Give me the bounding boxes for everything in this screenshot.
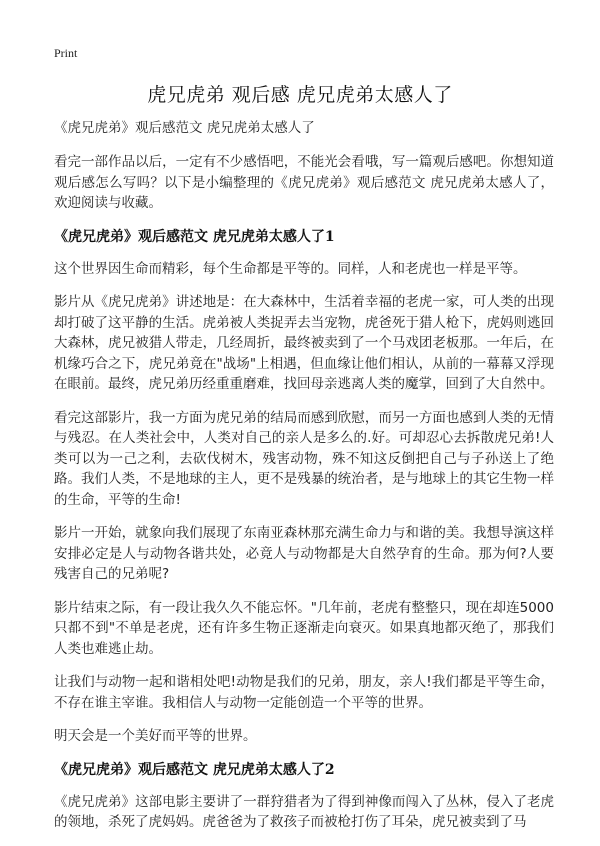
- print-label: Print: [54, 46, 78, 60]
- paragraph: 明天会是一个美好而平等的世界。: [54, 728, 257, 744]
- document-subtitle: 《虎兄虎弟》观后感范文 虎兄虎弟太感人了: [54, 120, 315, 136]
- paragraph: 让我们与动物一起和谐相处吧!动物是我们的兄弟，朋友，亲人!我们都是平等生命，不存在谁主宰谁。我相信人与动物一定能创造一个平等的世界。: [54, 674, 554, 711]
- paragraph: 影片一开始，就象向我们展现了东南亚森林那充满生命力与和谐的美。我想导演这样安排必定是人与动物各谐共处，必竟人与动物都是大自然孕育的生命。那为何?人要残害自己的兄弟呢?: [54, 525, 554, 582]
- page-title: 虎兄虎弟 观后感 虎兄虎弟太感人了: [147, 84, 453, 106]
- paragraph: 影片从《虎兄虎弟》讲述地是：在大森林中，生活着幸福的老虎一家，可人类的出现却打破了这平静的生活。虎弟被人类捉弄去当宠物，虎爸死于猎人枪下，虎妈则逃回大森林，虎兄被猎人带走，几经周折，最终被卖到了一个马戏团老板那。一年后，在机缘巧合之下，虎兄弟竟在"战场"上相遇，但血缘让他们相认，从前的一幕幕又浮现在眼前。最终，虎兄弟历经重重磨难，找回母亲逃离人类的魔掌，回到了大自然中。: [54, 294, 554, 392]
- paragraph: 影片结束之际，有一段让我久久不能忘怀。"几年前，老虎有整整只，现在却连5000只都不到"不单是老虎，还有许多生物正逐渐走向衰灭。如果真地都灭绝了，那我们人类也难逃止劫。: [54, 599, 554, 657]
- section-heading-2: 《虎兄虎弟》观后感范文 虎兄虎弟太感人了2: [54, 761, 335, 778]
- document-body: [54, 118, 554, 846]
- paragraph: 看完这部影片，我一方面为虎兄弟的结局而感到欣慰，而另一方面也感到人类的无情与残忍。在人类社会中，人类对自己的亲人是多么的.好。可却忍心去拆散虎兄弟!人类可以为一己之利，去砍伐树木，残害动物，殊不知这反倒把自己与子孙送上了绝路。我们人类，不是地球的主人，更不是残暴的统治者，是与地球上的其它生物一样的生命，平等的生命!: [54, 409, 554, 508]
- intro-paragraph: 看完一部作品以后，一定有不少感悟吧，不能光会看哦，写一篇观后感吧。你想知道观后感怎么写吗？以下是小编整理的《虎兄虎弟》观后感范文 虎兄虎弟太感人了，欢迎阅读与收藏。: [54, 154, 554, 211]
- paragraph: 这个世界因生命而精彩，每个生命都是平等的。同样，人和老虎也一样是平等。: [54, 260, 527, 277]
- paragraph: 《虎兄虎弟》这部电影主要讲了一群狩猎者为了得到神像而闯入了丛林，侵入了老虎的领地，杀死了虎妈妈。虎爸爸为了救孩子而被枪打伤了耳朵，虎兄被卖到了马: [54, 793, 554, 830]
- section-heading-1: 《虎兄虎弟》观后感范文 虎兄虎弟太感人了1: [54, 228, 335, 245]
